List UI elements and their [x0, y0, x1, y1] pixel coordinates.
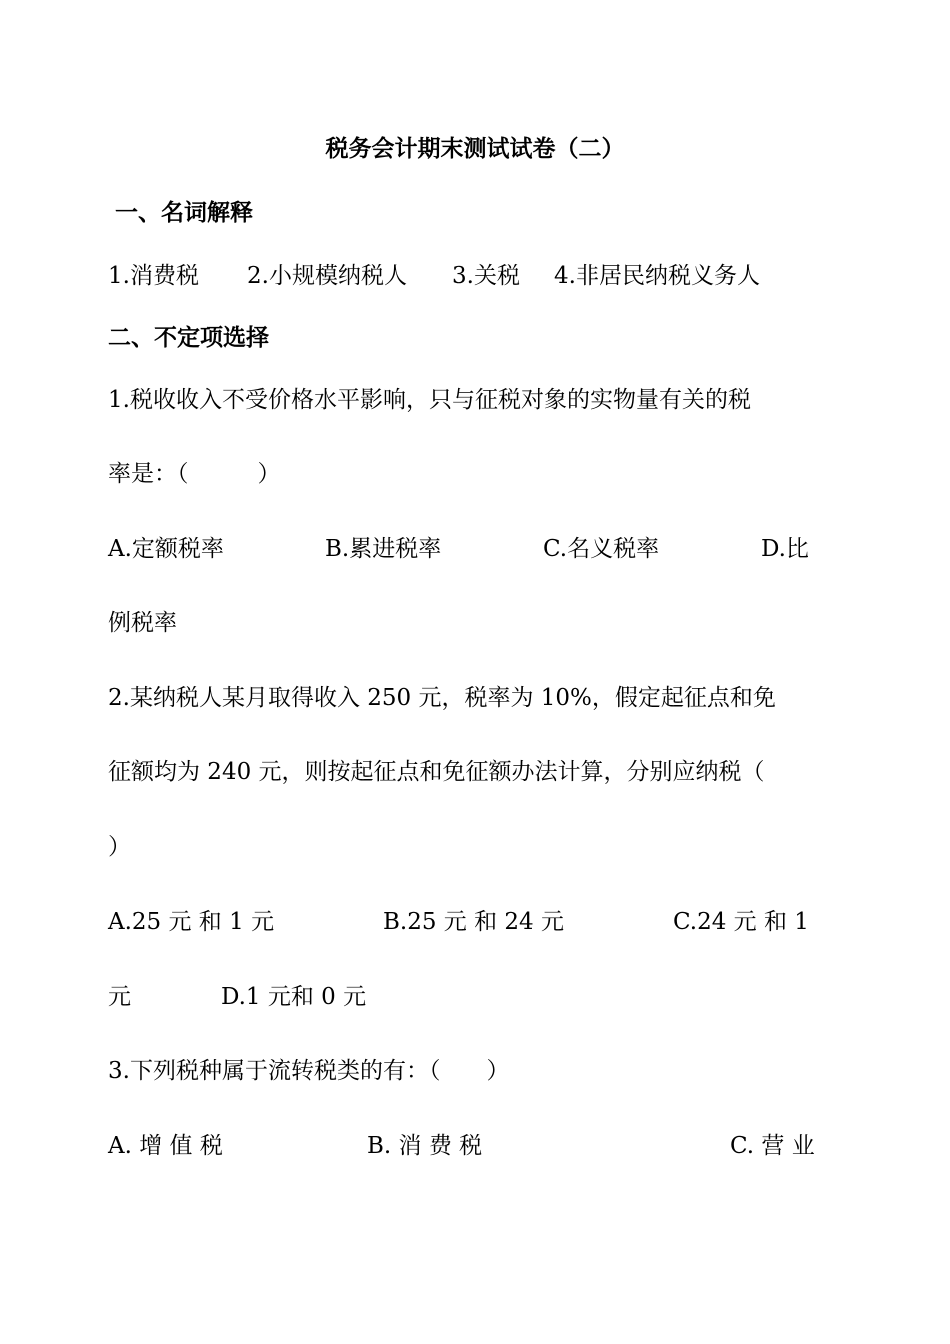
question-2-text-end: ） — [108, 834, 131, 860]
term-item: 2.小规模纳税人 — [247, 263, 407, 289]
section-heading-choice: 二、不定项选择 — [108, 325, 269, 351]
option-b: B.累进税率 — [325, 536, 442, 562]
question-1-text: 1.税收收入不受价格水平影响，只与征税对象的实物量有关的税 — [108, 387, 751, 413]
question-3-text: 3.下列税种属于流转税类的有：（ ） — [108, 1058, 510, 1084]
option-d: D.比 — [761, 536, 809, 562]
question-2-text: 2.某纳税人某月取得收入 250 元，税率为 10%，假定起征点和免 — [108, 685, 776, 711]
document-title: 税务会计期末测试试卷（二） — [325, 136, 625, 162]
question-1-text-cont: 率是：（ ） — [108, 461, 281, 487]
term-item: 3.关税 — [452, 263, 520, 289]
section-heading-definitions: 一、名词解释 — [115, 200, 253, 226]
option-d-wrap: 例税率 — [108, 610, 177, 636]
option-b: B. 消 费 税 — [367, 1133, 483, 1159]
option-c: C. 营 业 — [730, 1133, 815, 1159]
term-item: 4.非居民纳税义务人 — [554, 263, 760, 289]
option-c: C.24 元 和 1 — [673, 909, 809, 935]
option-c: C.名义税率 — [543, 536, 660, 562]
option-a: A. 增 值 税 — [108, 1133, 223, 1159]
option-b: B.25 元 和 24 元 — [383, 909, 564, 935]
option-a: A.25 元 和 1 元 — [108, 909, 275, 935]
option-a: A.定额税率 — [108, 536, 224, 562]
option-c-wrap: 元 — [108, 984, 131, 1010]
option-d: D.1 元和 0 元 — [221, 984, 367, 1010]
question-2-text-cont: 征额均为 240 元，则按起征点和免征额办法计算，分别应纳税（ — [108, 759, 765, 785]
term-item: 1.消费税 — [108, 263, 199, 289]
